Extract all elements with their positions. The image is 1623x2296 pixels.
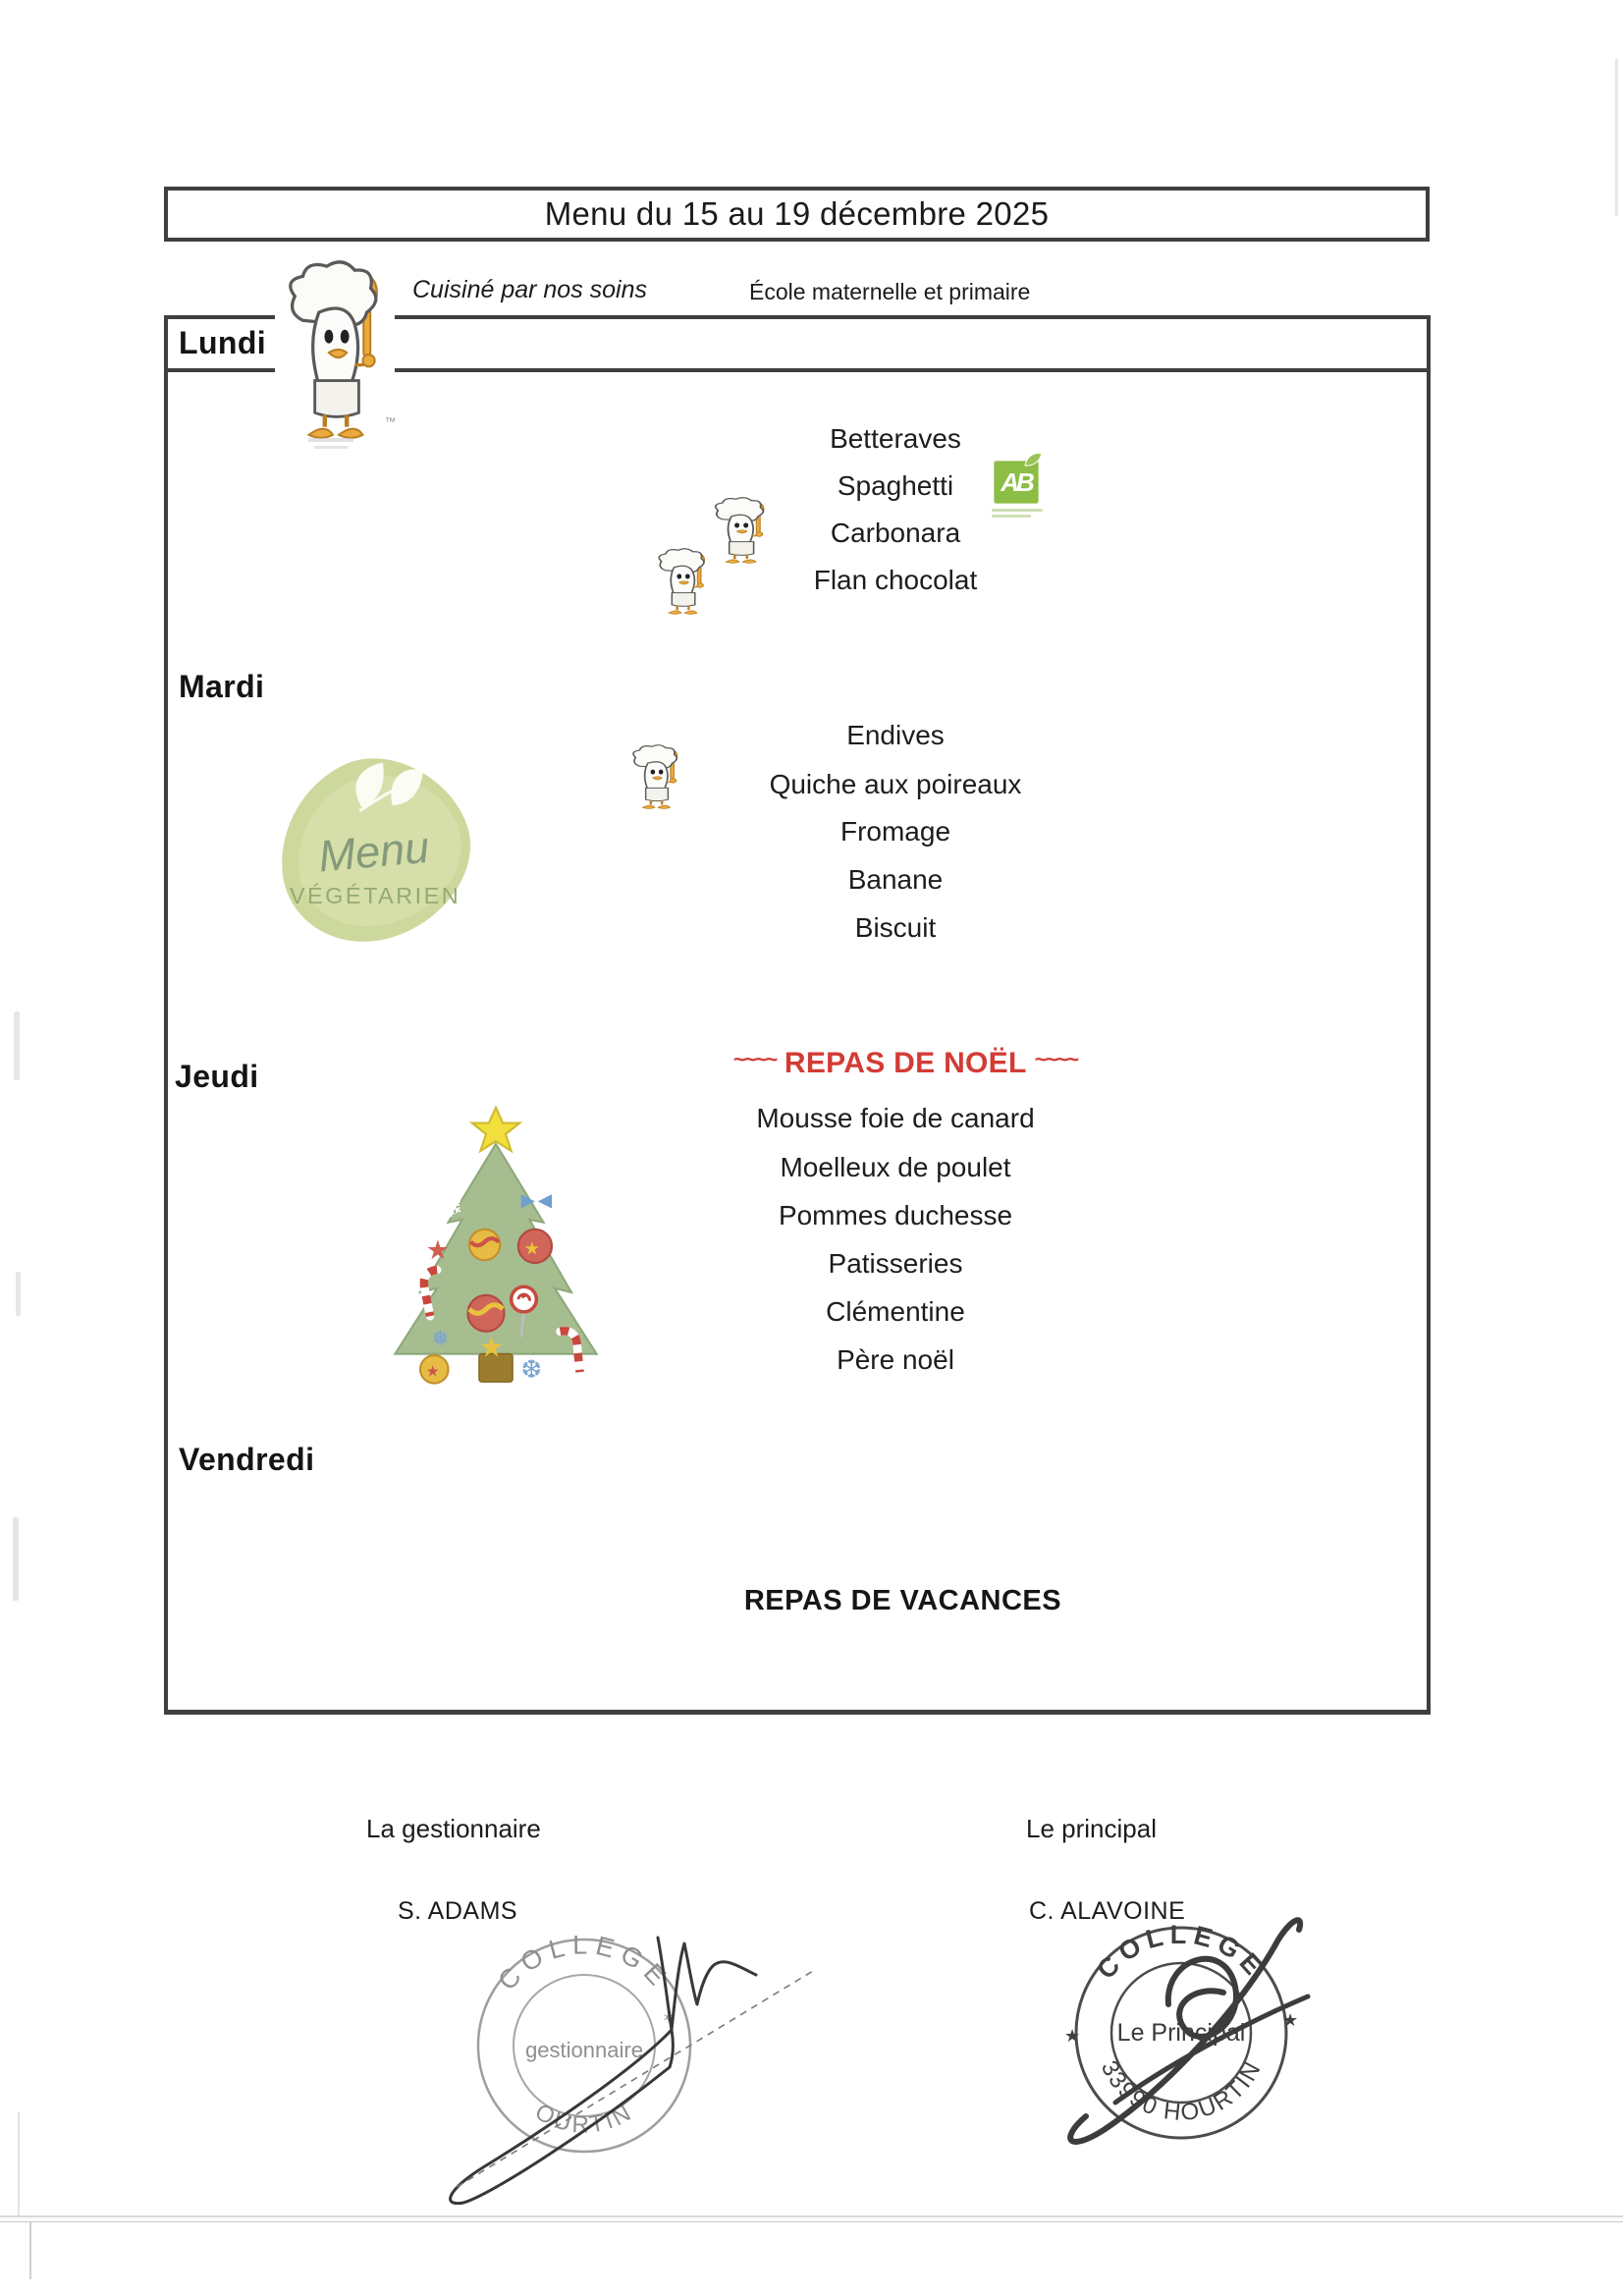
yellow-star-icon: ★ bbox=[478, 1332, 505, 1364]
signatory-name-right: C. ALAVOINE bbox=[1029, 1897, 1186, 1925]
chef-duck-icon bbox=[707, 497, 774, 566]
scan-artifact bbox=[18, 2111, 20, 2217]
stamp-middle-text: Le Principal bbox=[1116, 2019, 1246, 2047]
veg-logo-subword: VÉGÉTARIEN bbox=[289, 882, 461, 908]
tagline: Cuisiné par nos soins bbox=[412, 276, 648, 303]
chef-duck-icon bbox=[275, 260, 395, 445]
stamp-top-text: COLLEGE bbox=[492, 1930, 676, 1996]
frame-right-border bbox=[1427, 315, 1431, 1715]
menu-item: Quiche aux poireaux bbox=[769, 769, 1022, 799]
menu-item: Flan chocolat bbox=[813, 565, 978, 595]
scan-fold-line bbox=[0, 2215, 1623, 2217]
snowflake-icon: ❆ bbox=[520, 1355, 543, 1384]
snowflake-icon: ❅ bbox=[431, 1327, 450, 1351]
bio-leaf-icon bbox=[1023, 452, 1043, 467]
scan-fold-line bbox=[0, 2221, 1623, 2222]
christmas-meal-heading bbox=[463, 1047, 1347, 1080]
squiggle-prefix: ~~~~ bbox=[732, 1047, 777, 1071]
stamp-top-text: COLLEGE bbox=[1091, 1919, 1271, 1985]
svg-text:★: ★ bbox=[425, 1363, 440, 1381]
menu-item: Pommes duchesse bbox=[778, 1200, 1013, 1230]
page-title: Menu du 15 au 19 décembre 2025 bbox=[544, 195, 1050, 232]
day-label-lundi: Lundi bbox=[179, 325, 267, 360]
bio-caption-illegible bbox=[992, 506, 1043, 518]
scan-artifact bbox=[14, 1011, 20, 1080]
school-label: École maternelle et primaire bbox=[749, 279, 1031, 304]
holiday-meal-notice: REPAS DE VACANCES bbox=[743, 1585, 1062, 1616]
frame-left-border bbox=[164, 315, 168, 1715]
menu-item: Mousse foie de canard bbox=[756, 1103, 1035, 1133]
svg-text:COLLEGE bbox=[492, 1930, 676, 1995]
menu-item: Carbonara bbox=[830, 518, 961, 548]
red-star-icon: ★ bbox=[425, 1233, 451, 1265]
scan-artifact bbox=[16, 1272, 21, 1316]
college-stamp-principal bbox=[1021, 1910, 1345, 2156]
college-stamp-gestionnaire bbox=[412, 1920, 835, 2205]
menu-item: Clémentine bbox=[826, 1296, 965, 1327]
stamp-star-icon: ✶ bbox=[662, 2010, 676, 2027]
illegible-caption-line bbox=[308, 438, 353, 442]
chef-duck-icon bbox=[651, 548, 714, 617]
chef-duck-mascot-large bbox=[275, 260, 395, 445]
snowflake-icon: ❄ bbox=[440, 1192, 463, 1224]
menu-item: Patisseries bbox=[828, 1248, 963, 1279]
signature-flourish-line bbox=[457, 1971, 813, 2187]
menu-item: Moelleux de poulet bbox=[780, 1152, 1011, 1182]
day-label-jeudi: Jeudi bbox=[175, 1059, 259, 1094]
signatory-name-left: S. ADAMS bbox=[398, 1897, 518, 1925]
day-label-vendredi: Vendredi bbox=[179, 1442, 315, 1477]
frame-bottom-border bbox=[164, 1710, 1431, 1715]
christmas-tree-image bbox=[353, 1105, 638, 1385]
title-box bbox=[164, 187, 1430, 242]
scan-artifact bbox=[13, 1517, 19, 1601]
stamp-bottom-text: 33990 HOURTIN bbox=[1095, 2055, 1268, 2127]
scan-artifact bbox=[1615, 59, 1618, 216]
role-label-right: Le principal bbox=[1026, 1814, 1157, 1843]
scan-artifact bbox=[29, 2222, 31, 2279]
veg-logo-word: Menu bbox=[316, 821, 432, 882]
menu-item: Banane bbox=[847, 864, 944, 895]
stamp-bottom-text: OURTIN bbox=[530, 2098, 638, 2139]
stamp-star-icon: ★ bbox=[1282, 2010, 1299, 2030]
day-label-mardi: Mardi bbox=[179, 669, 265, 704]
menu-item: Fromage bbox=[839, 816, 951, 847]
svg-text:★: ★ bbox=[523, 1237, 541, 1259]
stamp-middle-text: gestionnaire bbox=[525, 2038, 643, 2062]
bio-ab-letters: AB bbox=[1001, 467, 1032, 497]
chef-duck-mascot-small bbox=[707, 497, 774, 566]
svg-text:COLLEGE bbox=[1091, 1920, 1271, 1985]
menu-item: Endives bbox=[846, 720, 945, 750]
chef-duck-mascot-small bbox=[651, 548, 714, 617]
stamp-star-icon: ★ bbox=[1064, 2026, 1081, 2046]
menu-item: Père noël bbox=[837, 1344, 954, 1375]
chef-duck-mascot-small bbox=[625, 744, 686, 811]
menu-item: Betteraves bbox=[830, 423, 961, 454]
illegible-caption-line bbox=[314, 446, 348, 449]
trademark-mark: ™ bbox=[385, 416, 396, 428]
menu-item: Spaghetti bbox=[837, 470, 954, 501]
chef-duck-icon bbox=[625, 744, 686, 811]
menu-item: Biscuit bbox=[854, 912, 937, 943]
bio-ab-logo bbox=[994, 461, 1039, 504]
christmas-meal-title: REPAS DE NOËL bbox=[784, 1047, 1027, 1079]
role-label-left: La gestionnaire bbox=[366, 1814, 541, 1843]
vegetarian-menu-logo bbox=[263, 751, 487, 944]
squiggle-suffix: ~~~~ bbox=[1034, 1047, 1078, 1071]
